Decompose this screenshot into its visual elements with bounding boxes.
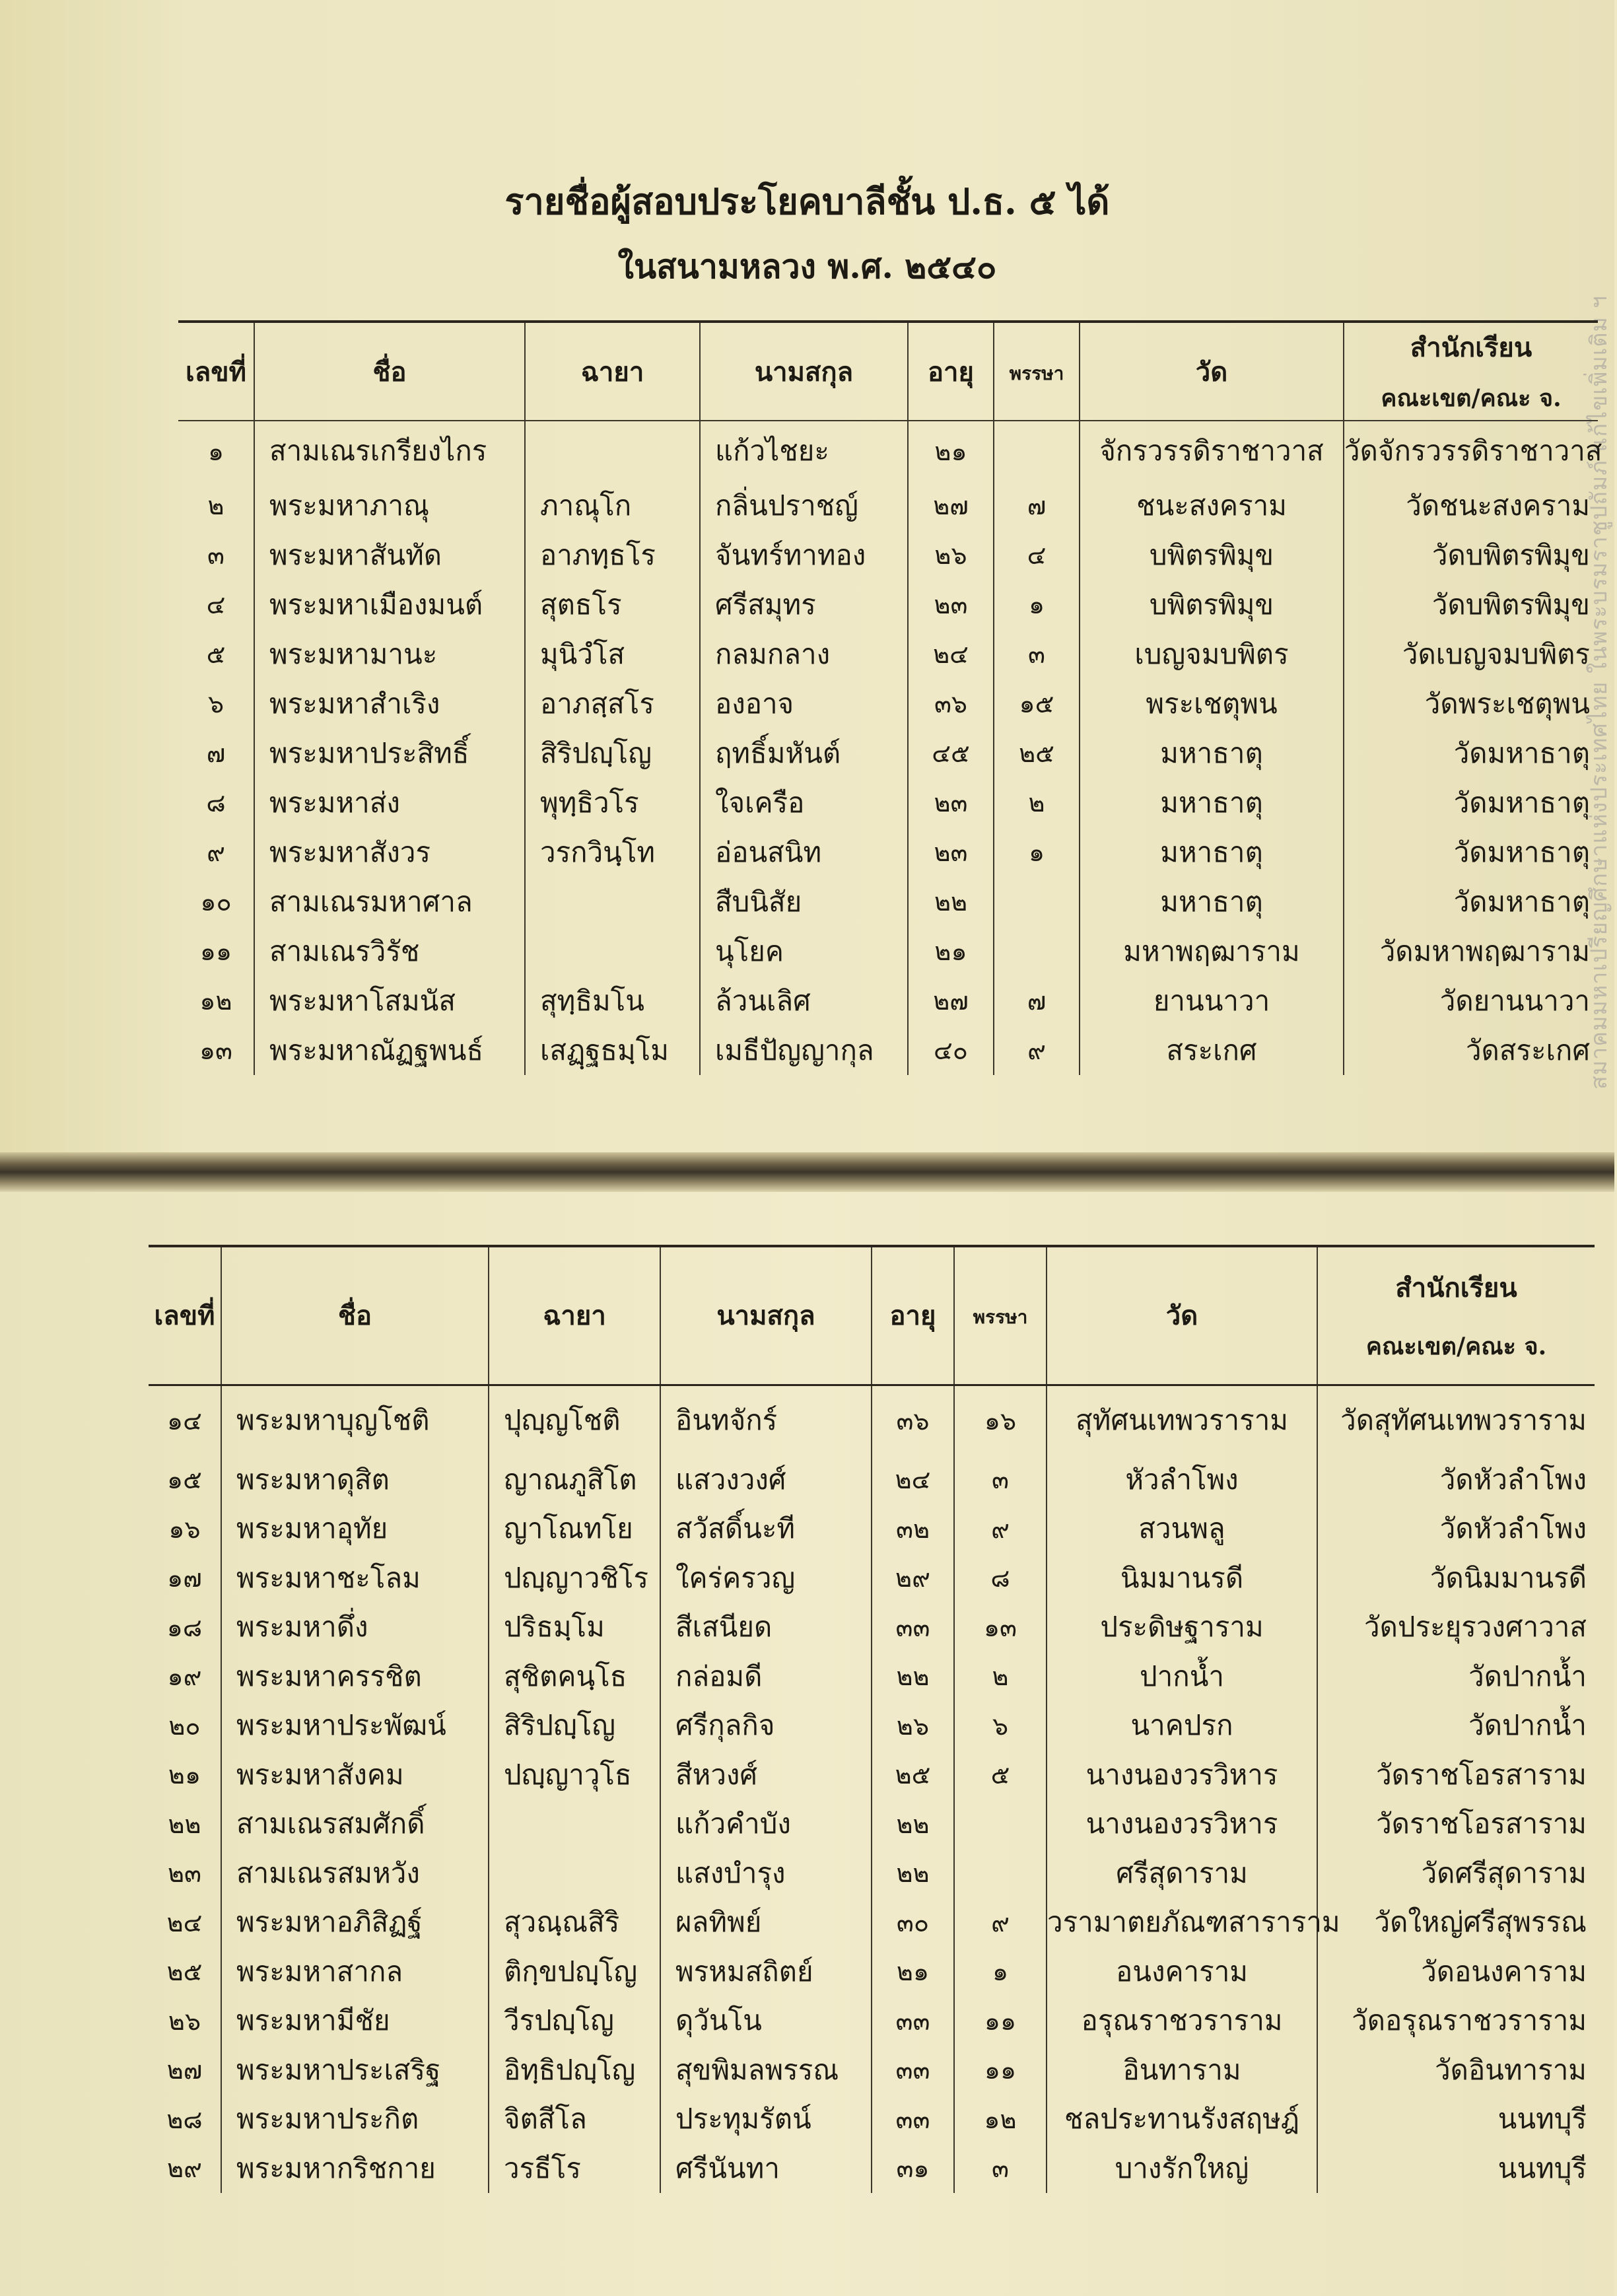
- cell-wat: อินทาราม: [1047, 2046, 1317, 2095]
- cell-wat: ปากน้ำ: [1047, 1652, 1317, 1702]
- cell-no: ๓: [207, 541, 224, 570]
- table-row: [178, 976, 1598, 1026]
- table-row: [149, 1947, 1595, 1997]
- cell-surname: พรหมสถิตย์: [660, 1947, 872, 1997]
- cell-surname: องอาจ: [700, 679, 908, 728]
- table-row: [178, 530, 1598, 580]
- cell-no: ๒๕: [166, 1957, 203, 1987]
- cell-wat: ประดิษฐาราม: [1047, 1603, 1317, 1652]
- cell-surname: ศรีนันทา: [660, 2144, 872, 2194]
- cell-school: วัดนิมมานรดี: [1317, 1554, 1595, 1603]
- table-row: [178, 778, 1598, 827]
- cell-pansa: ๒๕: [994, 728, 1080, 778]
- cell-chaya: ญาโณทโย: [489, 1504, 660, 1554]
- cell-age: ๒๑: [872, 1947, 954, 1997]
- cell-pansa: [994, 877, 1080, 926]
- cell-school: วัดอนงคาราม: [1317, 1947, 1595, 1997]
- cell-age: ๒๕: [872, 1751, 954, 1800]
- cell-school: วัดมหาธาตุ: [1344, 827, 1598, 877]
- col-header-school-line2: คณะเขต/คณะ จ.: [1381, 384, 1562, 412]
- cell-age: ๓๖: [872, 1385, 954, 1455]
- cell-wat: ศรีสุดาราม: [1047, 1849, 1317, 1898]
- col-header-school-line2: คณะเขต/คณะ จ.: [1365, 1332, 1547, 1360]
- cell-age: ๓๓: [872, 2095, 954, 2144]
- cell-wat: เบญจมบพิตร: [1080, 629, 1344, 679]
- cell-age: ๒๖: [908, 530, 994, 580]
- table-row: [178, 580, 1598, 629]
- cell-wat: บางรักใหญ่: [1047, 2144, 1317, 2194]
- cell-name: สามเณรสมศักดิ์: [221, 1799, 489, 1849]
- cell-pansa: [994, 926, 1080, 976]
- cell-pansa: [954, 1849, 1047, 1898]
- table-row: [149, 1603, 1595, 1652]
- cell-name: พระมหามีชัย: [221, 1996, 489, 2046]
- cell-wat: นางนองวรวิหาร: [1047, 1799, 1317, 1849]
- cell-wat: สระเกศ: [1080, 1026, 1344, 1075]
- cell-surname: แสงบำรุง: [660, 1849, 872, 1898]
- cell-no: ๒๑: [168, 1760, 201, 1790]
- cell-pansa: [994, 421, 1080, 481]
- cell-name: พระมหาสังวร: [254, 827, 525, 877]
- cell-name: พระมหาอภิสิฏฐ์: [221, 1898, 489, 1947]
- cell-chaya: เสฏฺฐธมฺโม: [525, 1026, 700, 1075]
- cell-name: พระมหาสังคม: [221, 1751, 489, 1800]
- cell-chaya: สุชิตคนฺโธ: [489, 1652, 660, 1702]
- cell-pansa: ๑๖: [954, 1385, 1047, 1455]
- cell-pansa: [954, 1799, 1047, 1849]
- cell-name: พระมหาบุญโชติ: [221, 1385, 489, 1455]
- table-row: [149, 1751, 1595, 1800]
- cell-school: วัดหัวลำโพง: [1317, 1455, 1595, 1505]
- cell-school: วัดราชโอรสาราม: [1317, 1751, 1595, 1800]
- table-row: [149, 2095, 1595, 2144]
- col-header-school-line1: สำนักเรียน: [1395, 1272, 1517, 1304]
- cell-age: ๒๖: [872, 1701, 954, 1751]
- cell-surname: ใคร่ครวญ: [660, 1554, 872, 1603]
- cell-surname: ศรีกุลกิจ: [660, 1701, 872, 1751]
- cell-surname: เมธีปัญญากุล: [700, 1026, 908, 1075]
- cell-wat: หัวลำโพง: [1047, 1455, 1317, 1505]
- cell-school: วัดอินทาราม: [1317, 2046, 1595, 2095]
- col-header-pansa: พรรษา: [954, 1246, 1047, 1385]
- cell-no: ๒๐: [168, 1711, 201, 1741]
- cell-name: พระมหาชะโลม: [221, 1554, 489, 1603]
- cell-name: พระมหาภาณุ: [254, 481, 525, 530]
- cell-no: ๗: [206, 739, 226, 768]
- table-row: [149, 1385, 1595, 1455]
- cell-pansa: ๑: [994, 827, 1080, 877]
- cell-no: ๒๘: [166, 2105, 203, 2134]
- cell-surname: ผลทิพย์: [660, 1898, 872, 1947]
- cell-chaya: สุตธโร: [525, 580, 700, 629]
- cell-surname: ดุวันโน: [660, 1996, 872, 2046]
- table-row: [149, 1898, 1595, 1947]
- cell-name: พระมหาประกิต: [221, 2095, 489, 2144]
- cell-wat: ชนะสงคราม: [1080, 481, 1344, 530]
- cell-surname: สุขพิมลพรรณ: [660, 2046, 872, 2095]
- cell-no: ๑๓: [199, 1036, 233, 1065]
- cell-no: ๑: [207, 436, 224, 466]
- cell-surname: กลิ่นปราชญ์: [700, 481, 908, 530]
- cell-wat: ยานนาวา: [1080, 976, 1344, 1026]
- cell-surname: แก้วคำบัง: [660, 1799, 872, 1849]
- cell-name: พระมหาสำเริง: [254, 679, 525, 728]
- cell-school: วัดปากน้ำ: [1317, 1701, 1595, 1751]
- cell-name: พระมหากริชกาย: [221, 2144, 489, 2194]
- cell-name: พระมหาดึ่ง: [221, 1603, 489, 1652]
- col-header-age: อายุ: [908, 322, 994, 421]
- col-header-pansa: พรรษา: [994, 322, 1080, 421]
- cell-school: วัดเบญจมบพิตร: [1344, 629, 1598, 679]
- table-row: [178, 926, 1598, 976]
- cell-wat: มหาธาตุ: [1080, 728, 1344, 778]
- cell-pansa: ๙: [954, 1504, 1047, 1554]
- table-row: [178, 827, 1598, 877]
- cell-school: วัดจักรวรรดิราชาวาส: [1344, 421, 1598, 481]
- col-header-name: ชื่อ: [254, 322, 525, 421]
- document-title: รายชื่อผู้สอบประโยคบาลีชั้น ป.ธ. ๕ ได้: [504, 180, 1110, 223]
- cell-name: พระมหาครรชิต: [221, 1652, 489, 1702]
- cell-pansa: ๑๑: [954, 1996, 1047, 2046]
- cell-name: สามเณรวิรัช: [254, 926, 525, 976]
- cell-chaya: อิทฺธิปญฺโญ: [489, 2046, 660, 2095]
- cell-age: ๔๕: [908, 728, 994, 778]
- cell-surname: ศรีสมุทร: [700, 580, 908, 629]
- cell-school: วัดสุทัศนเทพวราราม: [1317, 1385, 1595, 1455]
- cell-no: ๑๒: [199, 987, 232, 1016]
- col-header-chaya: ฉายา: [525, 322, 700, 421]
- cell-chaya: สิริปญฺโญ: [525, 728, 700, 778]
- cell-no: ๑๖: [168, 1514, 201, 1544]
- cell-age: ๓๓: [872, 2046, 954, 2095]
- cell-no: ๑๑: [199, 937, 232, 966]
- cell-school: วัดมหาพฤฒาราม: [1344, 926, 1598, 976]
- cell-school: นนทบุรี: [1317, 2144, 1595, 2194]
- cell-surname: อ่อนสนิท: [700, 827, 908, 877]
- cell-name: พระมหาประพัฒน์: [221, 1701, 489, 1751]
- col-header-surname: นามสกุล: [660, 1246, 872, 1385]
- cell-school: วัดพระเชตุพน: [1344, 679, 1598, 728]
- cell-chaya: ปญฺญาวชิโร: [489, 1554, 660, 1603]
- col-header-school: [1317, 1246, 1595, 1385]
- cell-pansa: ๒: [994, 778, 1080, 827]
- cell-chaya: วรธีโร: [489, 2144, 660, 2194]
- cell-surname: ใจเครือ: [700, 778, 908, 827]
- cell-wat: อรุณราชวราราม: [1047, 1996, 1317, 2046]
- cell-name: พระมหาเมืองมนต์: [254, 580, 525, 629]
- cell-surname: สวัสดิ์นะที: [660, 1504, 872, 1554]
- col-header-school-line1: สำนักเรียน: [1410, 332, 1532, 363]
- cell-surname: กล่อมดี: [660, 1652, 872, 1702]
- cell-age: ๒๓: [908, 827, 994, 877]
- cell-chaya: ปริธมฺโม: [489, 1603, 660, 1652]
- cell-age: ๒๔: [908, 629, 994, 679]
- cell-school: วัดปากน้ำ: [1317, 1652, 1595, 1702]
- cell-age: ๒๑: [908, 421, 994, 481]
- cell-pansa: ๑: [994, 580, 1080, 629]
- cell-pansa: ๙: [994, 1026, 1080, 1075]
- cell-no: ๖: [207, 689, 224, 718]
- cell-no: ๒๖: [168, 2006, 201, 2036]
- cell-age: ๓๖: [908, 679, 994, 728]
- cell-no: ๒๓: [167, 1859, 202, 1889]
- cell-surname: จันทร์ทาทอง: [700, 530, 908, 580]
- cell-pansa: ๙: [954, 1898, 1047, 1947]
- cell-chaya: ญาณภูสิโต: [489, 1455, 660, 1505]
- cell-chaya: พุทฺธิวโร: [525, 778, 700, 827]
- cell-surname: สีเสนียด: [660, 1603, 872, 1652]
- cell-age: ๒๗: [908, 976, 994, 1026]
- cell-pansa: ๔: [994, 530, 1080, 580]
- cell-chaya: [525, 926, 700, 976]
- cell-pansa: ๘: [954, 1554, 1047, 1603]
- cell-age: ๒๓: [908, 580, 994, 629]
- table-row: [149, 1849, 1595, 1898]
- cell-wat: มหาธาตุ: [1080, 778, 1344, 827]
- table-row: [178, 481, 1598, 530]
- cell-chaya: สุทฺธิมโน: [525, 976, 700, 1026]
- cell-school: วัดใหญ่ศรีสุพรรณ: [1317, 1898, 1595, 1947]
- cell-age: ๓๒: [872, 1504, 954, 1554]
- cell-surname: สืบนิสัย: [700, 877, 908, 926]
- cell-school: วัดชนะสงคราม: [1344, 481, 1598, 530]
- table-row: [178, 629, 1598, 679]
- table-row: [149, 1504, 1595, 1554]
- cell-wat: บพิตรพิมุข: [1080, 530, 1344, 580]
- cell-wat: ชลประทานรังสฤษฎ์: [1047, 2095, 1317, 2144]
- cell-school: วัดราชโอรสาราม: [1317, 1799, 1595, 1849]
- cell-pansa: ๗: [994, 976, 1080, 1026]
- cell-chaya: [525, 421, 700, 481]
- cell-no: ๒: [207, 491, 224, 520]
- cell-school: วัดศรีสุดาราม: [1317, 1849, 1595, 1898]
- cell-no: ๒๗: [166, 2056, 203, 2085]
- cell-chaya: ปุญฺญโชติ: [489, 1385, 660, 1455]
- table-row: [149, 2144, 1595, 2194]
- cell-school: วัดมหาธาตุ: [1344, 728, 1598, 778]
- cell-surname: นุโยค: [700, 926, 908, 976]
- cell-pansa: ๕: [954, 1751, 1047, 1800]
- cell-school: วัดบพิตรพิมุข: [1344, 530, 1598, 580]
- cell-pansa: ๑๓: [954, 1603, 1047, 1652]
- cell-chaya: ติกฺขปญฺโญ: [489, 1947, 660, 1997]
- cell-pansa: ๑๕: [994, 679, 1080, 728]
- cell-chaya: [525, 877, 700, 926]
- cell-no: ๒๒: [168, 1809, 201, 1839]
- cell-name: พระมหาสันทัด: [254, 530, 525, 580]
- table-row: [149, 2046, 1595, 2095]
- table-row: [149, 1455, 1595, 1505]
- cell-wat: สวนพลู: [1047, 1504, 1317, 1554]
- table-body-bottom: [149, 1385, 1595, 2193]
- cell-surname: ล้วนเลิศ: [700, 976, 908, 1026]
- col-header-surname: นามสกุล: [700, 322, 908, 421]
- table-row: [178, 877, 1598, 926]
- cell-chaya: อาภสฺสโร: [525, 679, 700, 728]
- cell-school: นนทบุรี: [1317, 2095, 1595, 2144]
- cell-chaya: [489, 1849, 660, 1898]
- cell-chaya: [489, 1799, 660, 1849]
- cell-pansa: ๗: [994, 481, 1080, 530]
- col-header-wat: วัด: [1047, 1246, 1317, 1385]
- cell-name: พระมหาโสมนัส: [254, 976, 525, 1026]
- cell-wat: พระเชตุพน: [1080, 679, 1344, 728]
- cell-age: ๒๙: [872, 1554, 954, 1603]
- cell-age: ๒๒: [908, 877, 994, 926]
- cell-surname: สีหวงศ์: [660, 1751, 872, 1800]
- cell-school: วัดอรุณราชวราราม: [1317, 1996, 1595, 2046]
- cell-school: วัดหัวลำโพง: [1317, 1504, 1595, 1554]
- table-row: [149, 1701, 1595, 1751]
- cell-name: พระมหาณัฏฐพนธ์: [254, 1026, 525, 1075]
- cell-name: พระมหามานะ: [254, 629, 525, 679]
- cell-age: ๓๓: [872, 1603, 954, 1652]
- cell-pansa: ๒: [954, 1652, 1047, 1702]
- col-header-no: เลขที่: [154, 1300, 215, 1332]
- cell-surname: อินทจักร์: [660, 1385, 872, 1455]
- cell-school: วัดมหาธาตุ: [1344, 877, 1598, 926]
- cell-no: ๘: [206, 788, 226, 818]
- col-header-wat: วัด: [1080, 322, 1344, 421]
- cell-age: ๓๐: [872, 1898, 954, 1947]
- cell-age: ๒๒: [872, 1849, 954, 1898]
- results-table-bottom: [149, 1245, 1595, 2193]
- cell-chaya: ปญฺญาวุโธ: [489, 1751, 660, 1800]
- cell-name: สามเณรสมหวัง: [221, 1849, 489, 1898]
- cell-no: ๑๕: [167, 1465, 202, 1495]
- cell-age: ๓๑: [872, 2144, 954, 2194]
- cell-no: ๑๗: [167, 1564, 202, 1593]
- cell-chaya: ภาณุโก: [525, 481, 700, 530]
- cell-chaya: สุวณฺณสิริ: [489, 1898, 660, 1947]
- cell-pansa: ๑๑: [954, 2046, 1047, 2095]
- cell-no: ๙: [207, 838, 225, 867]
- cell-wat: นางนองวรวิหาร: [1047, 1751, 1317, 1800]
- cell-pansa: ๖: [954, 1701, 1047, 1751]
- cell-no: ๑๔: [167, 1406, 202, 1436]
- cell-school: วัดประยุรวงศาวาส: [1317, 1603, 1595, 1652]
- col-header-chaya: ฉายา: [489, 1246, 660, 1385]
- cell-surname: แก้วไชยะ: [700, 421, 908, 481]
- cell-wat: สุทัศนเทพวราราม: [1047, 1385, 1317, 1455]
- cell-chaya: สิริปญฺโญ: [489, 1701, 660, 1751]
- cell-pansa: ๓: [954, 2144, 1047, 2194]
- cell-surname: กลมกลาง: [700, 629, 908, 679]
- table-row: [149, 1652, 1595, 1702]
- cell-chaya: วีรปญฺโญ: [489, 1996, 660, 2046]
- book-gutter: [0, 1152, 1614, 1192]
- table-row: [178, 679, 1598, 728]
- table-row: [178, 1026, 1598, 1075]
- table-row: [178, 728, 1598, 778]
- cell-wat: นาคปรก: [1047, 1701, 1317, 1751]
- col-header-age: อายุ: [872, 1246, 954, 1385]
- cell-name: พระมหาประสิทธิ์: [254, 728, 525, 778]
- cell-age: ๒๔: [872, 1455, 954, 1505]
- cell-wat: บพิตรพิมุข: [1080, 580, 1344, 629]
- cell-no: ๒๔: [166, 1908, 203, 1937]
- cell-chaya: มุนิวํโส: [525, 629, 700, 679]
- cell-wat: มหาพฤฒาราม: [1080, 926, 1344, 976]
- cell-surname: ฤทธิ์มหันต์: [700, 728, 908, 778]
- cell-chaya: จิตสีโล: [489, 2095, 660, 2144]
- cell-age: ๔๐: [908, 1026, 994, 1075]
- cell-wat: มหาธาตุ: [1080, 827, 1344, 877]
- cell-name: พระมหาอุทัย: [221, 1504, 489, 1554]
- table-row: [178, 421, 1598, 481]
- cell-name: พระมหาประเสริฐ: [221, 2046, 489, 2095]
- cell-school: วัดสระเกศ: [1344, 1026, 1598, 1075]
- cell-name: พระมหาสากล: [221, 1947, 489, 1997]
- cell-name: สามเณรเกรียงไกร: [254, 421, 525, 481]
- cell-name: พระมหาดุสิต: [221, 1455, 489, 1505]
- cell-no: ๑๘: [166, 1613, 203, 1642]
- col-header-school: [1344, 322, 1598, 421]
- cell-school: วัดบพิตรพิมุข: [1344, 580, 1598, 629]
- cell-pansa: ๓: [954, 1455, 1047, 1505]
- cell-school: วัดมหาธาตุ: [1344, 778, 1598, 827]
- cell-wat: นิมมานรดี: [1047, 1554, 1317, 1603]
- cell-wat: วรามาตยภัณฑสาราราม: [1047, 1898, 1317, 1947]
- col-header-name: ชื่อ: [221, 1246, 489, 1385]
- table-row: [149, 1554, 1595, 1603]
- cell-no: ๕: [206, 640, 226, 669]
- document-subtitle: ในสนามหลวง พ.ศ. ๒๕๔๐: [617, 247, 997, 286]
- cell-no: ๔: [206, 590, 226, 619]
- cell-wat: มหาธาตุ: [1080, 877, 1344, 926]
- cell-surname: แสวงวงศ์: [660, 1455, 872, 1505]
- cell-no: ๑๐: [200, 887, 232, 917]
- cell-no: ๒๙: [167, 2154, 202, 2184]
- cell-pansa: ๑: [954, 1947, 1047, 1997]
- cell-chaya: อาภทฺธโร: [525, 530, 700, 580]
- cell-age: ๒๒: [872, 1652, 954, 1702]
- table-header-row: [149, 1246, 1595, 1385]
- col-header-no: เลขที่: [186, 356, 246, 388]
- table-row: [149, 1996, 1595, 2046]
- cell-age: ๓๓: [872, 1996, 954, 2046]
- cell-wat: จักรวรรดิราชาวาส: [1080, 421, 1344, 481]
- cell-wat: อนงคาราม: [1047, 1947, 1317, 1997]
- cell-no: ๑๙: [167, 1662, 202, 1692]
- cell-surname: ประทุมรัตน์: [660, 2095, 872, 2144]
- cell-age: ๒๑: [908, 926, 994, 976]
- cell-age: ๒๗: [908, 481, 994, 530]
- cell-pansa: ๑๒: [954, 2095, 1047, 2144]
- cell-pansa: ๓: [994, 629, 1080, 679]
- table-row: [149, 1799, 1595, 1849]
- cell-name: พระมหาส่ง: [254, 778, 525, 827]
- cell-chaya: วรกวินฺโท: [525, 827, 700, 877]
- side-watermark-text: สมาคมมหาเปรียญศึกษาแห่งประเทศไทย ในพระบรมราชูปถัมภ์ แก้ไขเพิ่มเติม ฯ: [1586, 295, 1612, 1090]
- cell-age: ๒๒: [872, 1799, 954, 1849]
- cell-name: สามเณรมหาศาล: [254, 877, 525, 926]
- cell-age: ๒๓: [908, 778, 994, 827]
- cell-school: วัดยานนาวา: [1344, 976, 1598, 1026]
- table-header-row: [178, 322, 1598, 421]
